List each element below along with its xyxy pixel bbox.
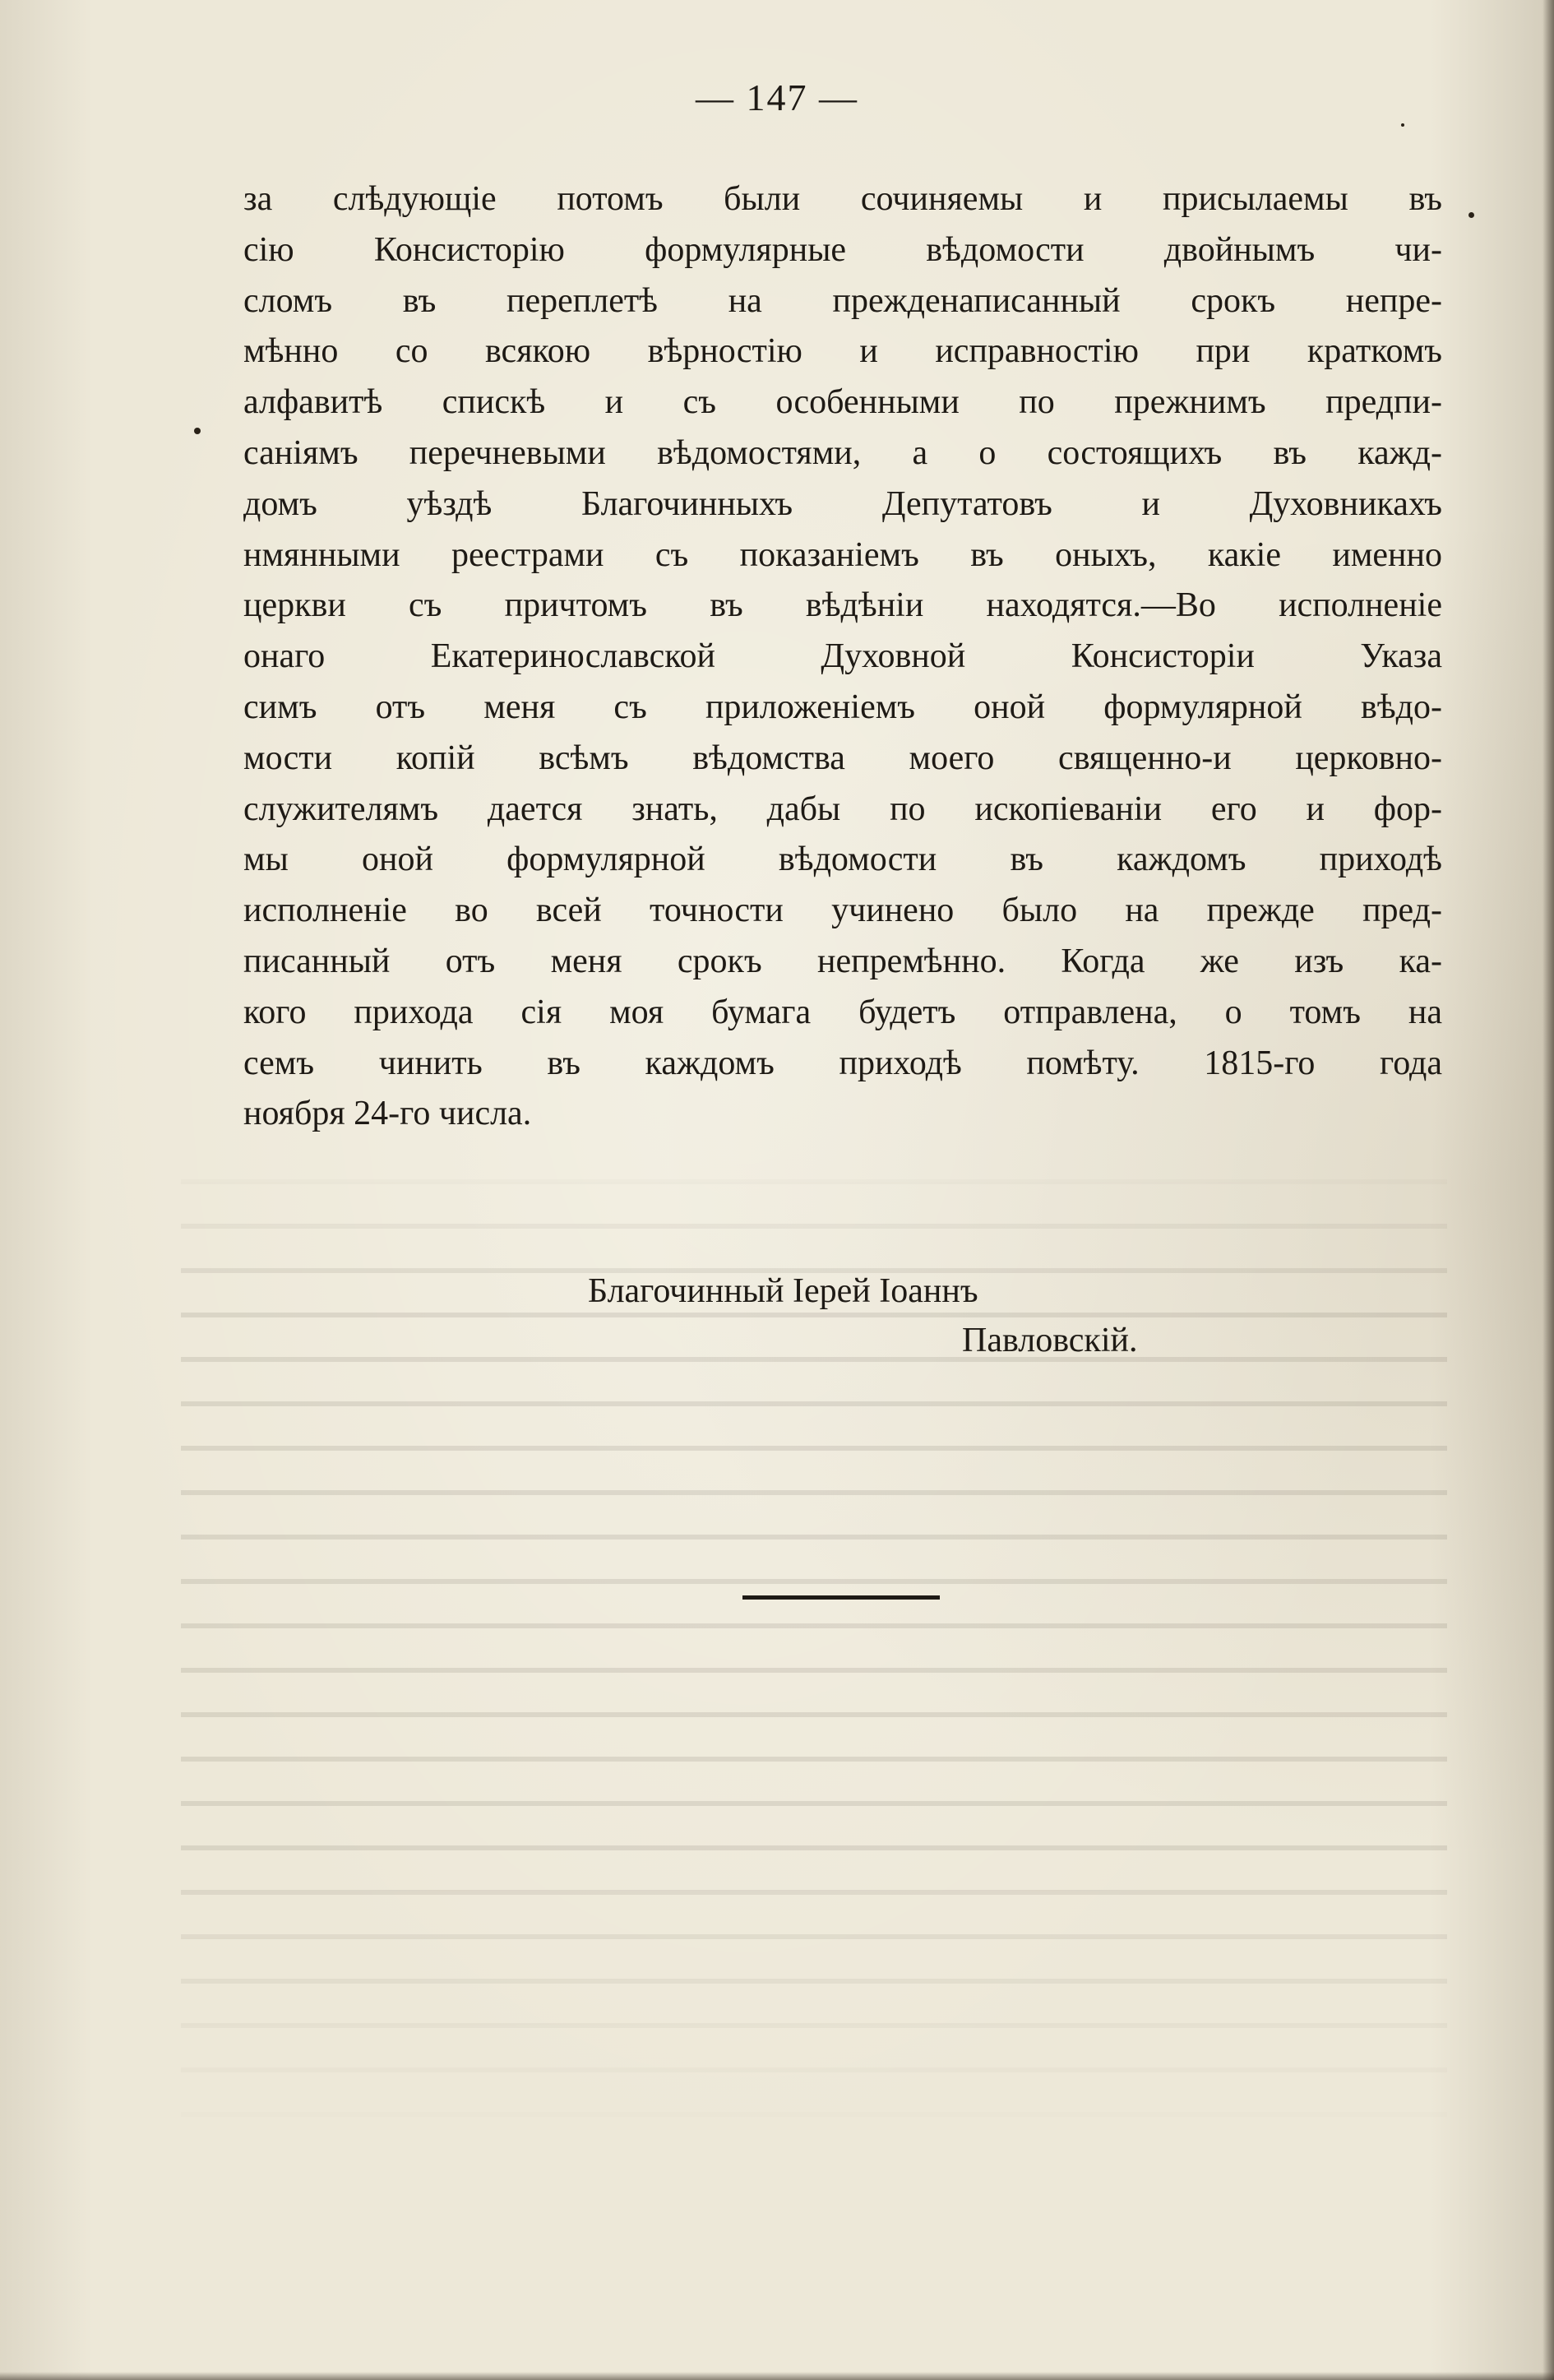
text-line-last: ноября 24-го числа. [243,1095,532,1133]
text-line: служителямъ дается знать, дабы по ископіеваніи его и фор- [243,789,1442,828]
page-edge-shadow-bottom [0,2372,1554,2380]
page-edge-shadow-right [1542,0,1554,2380]
text-line: онаго Екатеринославской Духовной Консисторіи Указа [243,637,1442,676]
text-line: алфавитѣ спискѣ и съ особенными по прежнимъ предпи- [243,383,1442,422]
text-line: за слѣдующіе потомъ были сочиняемы и присылаемы въ [243,180,1442,218]
signature-surname: Павловскій. [962,1322,1138,1359]
text-line: сломъ въ переплетѣ на прежденаписанный срокъ непре- [243,281,1442,320]
page-number: — 147 — [696,76,858,118]
text-line: мости копій всѣмъ вѣдомства моего священно-и церковно- [243,739,1442,777]
text-line: саніямъ перечневыми вѣдомостями, а о состоящихъ въ кажд- [243,433,1442,472]
ink-speck [1401,123,1404,127]
text-line: исполненіе во всей точности учинено было на прежде пред- [243,891,1442,930]
ink-speck [1468,212,1474,218]
text-line: домъ уѣздѣ Благочинныхъ Депутатовъ и Духовникахъ [243,484,1442,523]
text-line: семъ чинить въ каждомъ приходѣ помѣту. 1815-го года [243,1044,1442,1082]
text-line: писанный отъ меня срокъ непремѣнно. Когда же изъ ка- [243,942,1442,980]
ink-speck [194,428,201,434]
signature-title: Благочинный Іерей Іоаннъ [588,1272,978,1310]
text-line: церкви съ причтомъ въ вѣдѣніи находятся.—Во исполненіе [243,586,1442,625]
text-line: нмянными реестрами съ показаніемъ въ оныхъ, какіе именно [243,535,1442,574]
text-line: сію Консисторію формулярные вѣдомости двойнымъ чи- [243,230,1442,269]
text-line: мы оной формулярной вѣдомости въ каждомъ приходѣ [243,840,1442,879]
text-line: мѣнно со всякою вѣрностію и исправностію при краткомъ [243,332,1442,371]
text-line: симъ отъ меня съ приложеніемъ оной формулярной вѣдо- [243,688,1442,726]
text-line: кого прихода сія моя бумага будетъ отправлена, о томъ на [243,993,1442,1031]
section-divider-rule [742,1595,940,1600]
body-text [243,174,1442,1140]
